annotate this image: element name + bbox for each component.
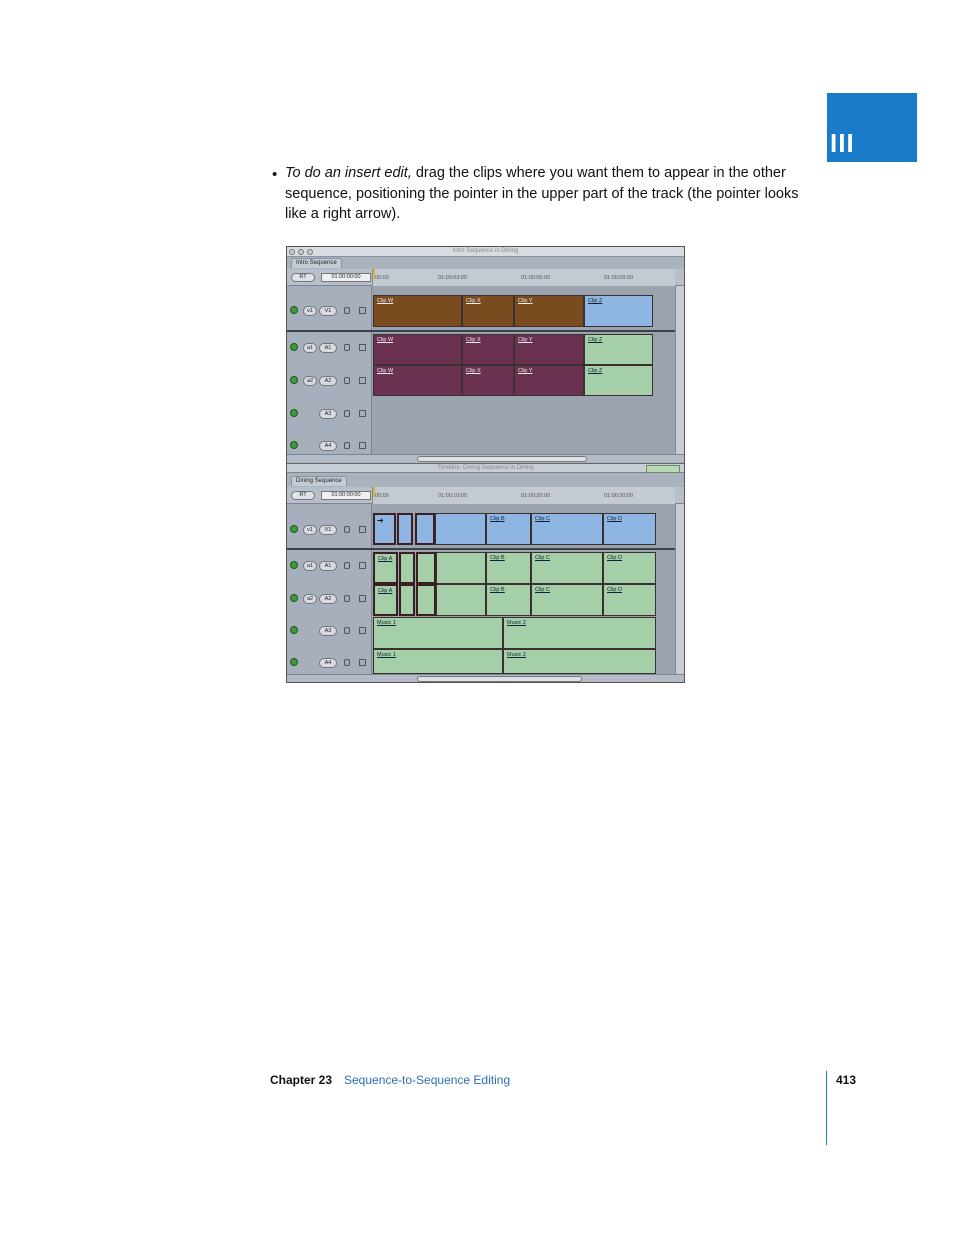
timeline-title: Timeline: Dining Sequence in Dining bbox=[437, 465, 534, 471]
page-number: 413 bbox=[836, 1073, 857, 1087]
track-visibility-icon[interactable] bbox=[290, 525, 298, 533]
timeline-screenshot bbox=[286, 246, 685, 683]
footer-chapter-title: Sequence-to-Sequence Editing bbox=[344, 1073, 511, 1087]
audio-speaker-icon[interactable] bbox=[290, 376, 298, 384]
lock-icon[interactable] bbox=[344, 659, 350, 666]
rt-menu[interactable]: RT bbox=[291, 491, 315, 500]
lock-icon[interactable] bbox=[344, 307, 350, 314]
clip[interactable]: Clip Y bbox=[514, 365, 584, 396]
clip[interactable]: Clip X bbox=[462, 365, 514, 396]
dest-control[interactable]: A2 bbox=[319, 376, 337, 386]
drag-outline-clip[interactable] bbox=[416, 552, 436, 584]
clip[interactable]: Clip C bbox=[531, 584, 603, 616]
bottom-control-bar bbox=[287, 487, 684, 504]
tab-intro-sequence[interactable]: Intro Sequence bbox=[291, 258, 342, 268]
audio-speaker-icon[interactable] bbox=[290, 626, 298, 634]
bullet-paragraph bbox=[285, 163, 810, 225]
link-icon[interactable] bbox=[359, 627, 366, 634]
clip[interactable]: Clip D bbox=[603, 584, 656, 616]
insert-arrow-icon: ➔ bbox=[377, 516, 384, 525]
window-title: Intro Sequence in Dining bbox=[452, 248, 519, 254]
top-ruler[interactable] bbox=[372, 269, 675, 286]
ruler-tick: 01:00:20:00 bbox=[521, 493, 551, 499]
ruler-tick: 01:00:30:00 bbox=[604, 493, 634, 499]
timeline-title-bar bbox=[287, 463, 684, 473]
scroll-thumb[interactable] bbox=[417, 456, 587, 462]
dest-control[interactable]: A3 bbox=[319, 626, 337, 636]
link-icon[interactable] bbox=[359, 595, 366, 602]
ruler-tick: 00:00 bbox=[375, 275, 389, 281]
track-divider[interactable] bbox=[287, 330, 684, 332]
link-icon[interactable] bbox=[359, 442, 366, 449]
clip-fill[interactable] bbox=[435, 513, 486, 545]
clip[interactable]: Clip C bbox=[531, 513, 603, 545]
clip[interactable]: Clip W bbox=[373, 365, 462, 396]
bottom-timecode[interactable]: 01:00:00:00 bbox=[321, 491, 371, 500]
ruler-tick: 01:00:10:00 bbox=[438, 493, 468, 499]
drag-outline-clip[interactable] bbox=[415, 513, 435, 545]
clip[interactable]: Clip Z bbox=[584, 295, 653, 327]
dest-control[interactable]: A1 bbox=[319, 561, 337, 571]
chapter-tab-label: III bbox=[830, 128, 855, 158]
audio-speaker-icon[interactable] bbox=[290, 343, 298, 351]
audio-speaker-icon[interactable] bbox=[290, 409, 298, 417]
dest-control[interactable]: A1 bbox=[319, 343, 337, 353]
clip-fill[interactable] bbox=[436, 552, 486, 584]
top-timecode[interactable]: 01:00:00:00 bbox=[321, 273, 371, 282]
source-control[interactable]: a2 bbox=[303, 594, 317, 604]
clip[interactable]: Clip X bbox=[462, 295, 514, 327]
clip[interactable]: Music 2 bbox=[503, 649, 656, 674]
link-icon[interactable] bbox=[359, 659, 366, 666]
lock-icon[interactable] bbox=[344, 344, 350, 351]
link-icon[interactable] bbox=[359, 307, 366, 314]
lock-icon[interactable] bbox=[344, 562, 350, 569]
source-control[interactable]: a2 bbox=[303, 376, 317, 386]
source-control[interactable]: v1 bbox=[303, 306, 317, 316]
scroll-thumb[interactable] bbox=[417, 676, 582, 682]
lock-icon[interactable] bbox=[344, 526, 350, 533]
clip[interactable]: Clip A bbox=[373, 584, 398, 616]
ruler-tick: 00:00 bbox=[375, 493, 389, 499]
ruler-tick: 01:00:09:00 bbox=[604, 275, 634, 281]
link-icon[interactable] bbox=[359, 526, 366, 533]
footer-chapter: Chapter 23 bbox=[270, 1073, 333, 1087]
bullet-marker: • bbox=[272, 166, 278, 183]
source-control[interactable]: a1 bbox=[303, 561, 317, 571]
bottom-vertical-scrollbar[interactable] bbox=[675, 504, 684, 674]
link-icon[interactable] bbox=[359, 410, 366, 417]
window-title-bar bbox=[287, 247, 684, 257]
clip[interactable]: Clip Z bbox=[584, 334, 653, 365]
clip[interactable]: Clip C bbox=[531, 552, 603, 584]
audio-speaker-icon[interactable] bbox=[290, 561, 298, 569]
dest-control[interactable]: A4 bbox=[319, 658, 337, 668]
bullet-text: drag the clips where you want them to appear in the other sequence, positioning the pointer in the upper part of the track (the pointer looks like a right arrow). bbox=[285, 165, 799, 222]
link-icon[interactable] bbox=[359, 344, 366, 351]
bottom-ruler[interactable] bbox=[372, 487, 675, 504]
track-visibility-icon[interactable] bbox=[290, 306, 298, 314]
bullet-lead: To do an insert edit, bbox=[285, 165, 412, 181]
drag-outline-clip[interactable] bbox=[399, 584, 415, 616]
clip[interactable]: Clip D bbox=[603, 552, 656, 584]
drag-outline-clip[interactable] bbox=[416, 584, 436, 616]
link-icon[interactable] bbox=[359, 562, 366, 569]
clip[interactable]: Clip B bbox=[486, 513, 531, 545]
track-divider[interactable] bbox=[287, 548, 684, 550]
clip[interactable]: Clip W bbox=[373, 295, 462, 327]
dest-control[interactable]: A4 bbox=[319, 441, 337, 451]
audio-speaker-icon[interactable] bbox=[290, 594, 298, 602]
clip[interactable]: Clip A bbox=[373, 552, 398, 584]
top-vertical-scrollbar[interactable] bbox=[675, 286, 684, 454]
ruler-tick: 01:00:06:00 bbox=[521, 275, 551, 281]
rt-menu[interactable]: RT bbox=[291, 273, 315, 282]
clip-fill[interactable] bbox=[436, 584, 486, 616]
lock-icon[interactable] bbox=[344, 442, 350, 449]
top-control-bar bbox=[287, 269, 684, 286]
clip[interactable]: Music 1 bbox=[373, 649, 503, 674]
audio-speaker-icon[interactable] bbox=[290, 658, 298, 666]
lock-icon[interactable] bbox=[344, 627, 350, 634]
audio-speaker-icon[interactable] bbox=[290, 441, 298, 449]
source-control[interactable]: a1 bbox=[303, 343, 317, 353]
top-horizontal-scrollbar[interactable] bbox=[287, 454, 684, 462]
drag-outline-clip[interactable] bbox=[397, 513, 413, 545]
clip[interactable]: Clip X bbox=[462, 334, 514, 365]
clip[interactable]: Clip Z bbox=[584, 365, 653, 396]
clip[interactable]: Music 1 bbox=[373, 617, 503, 649]
clip[interactable]: Clip Y bbox=[514, 295, 584, 327]
tab-dining-sequence[interactable]: Dining Sequence bbox=[291, 476, 347, 486]
source-control[interactable]: v1 bbox=[303, 525, 317, 535]
drag-outline-clip[interactable] bbox=[399, 552, 415, 584]
lock-icon[interactable] bbox=[344, 595, 350, 602]
lock-icon[interactable] bbox=[344, 377, 350, 384]
ruler-tick: 01:00:03:00 bbox=[438, 275, 468, 281]
clip[interactable]: Clip W bbox=[373, 334, 462, 365]
lock-icon[interactable] bbox=[344, 410, 350, 417]
snapping-toggle[interactable] bbox=[646, 465, 680, 473]
clip[interactable]: Clip B bbox=[486, 584, 531, 616]
bottom-horizontal-scrollbar[interactable] bbox=[287, 674, 684, 682]
clip[interactable]: Music 2 bbox=[503, 617, 656, 649]
footer-rule bbox=[826, 1071, 827, 1145]
clip[interactable]: Clip D bbox=[603, 513, 656, 545]
dest-control[interactable]: V1 bbox=[319, 525, 337, 535]
dest-control[interactable]: V1 bbox=[319, 306, 337, 316]
dest-control[interactable]: A2 bbox=[319, 594, 337, 604]
clip[interactable]: Clip B bbox=[486, 552, 531, 584]
clip[interactable]: Clip Y bbox=[514, 334, 584, 365]
link-icon[interactable] bbox=[359, 377, 366, 384]
dest-control[interactable]: A3 bbox=[319, 409, 337, 419]
